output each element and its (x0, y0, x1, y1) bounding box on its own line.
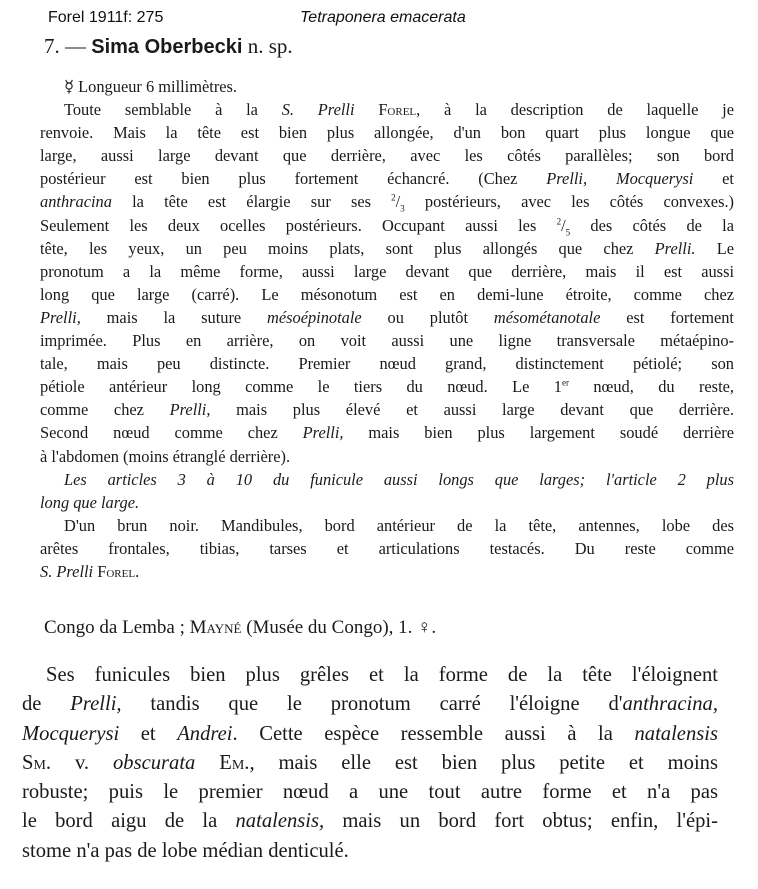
text-run: arêtes frontales, tibias, tarses et articulations testacés. Du reste comme (40, 538, 734, 558)
text-run: pronotum a la même forme, aussi large devant que derrière, mais il est aussi (40, 261, 734, 281)
italic-run: Les articles 3 à 10 du funicule aussi longs que larges; l'article 2 plus (64, 469, 734, 489)
text-run: robuste; puis le premier nœud a une tout autre forme et n'a pas (22, 781, 718, 804)
text-run: (Musée du Congo), 1. ♀. (241, 617, 437, 638)
text-line (40, 375, 734, 398)
italic-run: Prelli, (546, 169, 588, 189)
text-run: le bord aigu de la (22, 810, 236, 833)
text-line (22, 807, 718, 836)
italic-run: anthracina, (622, 693, 718, 716)
text-run: imprimée. Plus en arrière, on voit aussi une ligne transversale métaépino- (40, 331, 734, 351)
text-line (40, 491, 734, 514)
text-run: Second nœud comme chez (40, 423, 303, 443)
text-line (40, 468, 734, 491)
text-run: 5 (565, 226, 571, 237)
text-line (22, 720, 718, 749)
text-run: comme chez (40, 400, 170, 420)
text-line (40, 537, 734, 560)
text-run: / (561, 215, 566, 235)
species-name: Sima Oberbecki (91, 36, 243, 58)
text-line (40, 144, 734, 167)
text-run: . (135, 561, 140, 581)
italic-run: Prelli. (654, 238, 696, 258)
text-line (22, 749, 718, 778)
text-run: de (22, 693, 71, 716)
text-run: à l'abdomen (moins étranglé derrière). (40, 446, 291, 466)
text-line (22, 661, 718, 690)
text-run: et (119, 722, 178, 745)
citation-header: Forel 1911f: 275 (48, 9, 164, 26)
text-run: pétiole antérieur long comme le tiers du nœud. Le (40, 377, 554, 397)
text-run: 2 (556, 216, 562, 227)
text-line (40, 306, 734, 329)
text-run: ☿ Longueur 6 millimètres. (64, 77, 238, 96)
text-line (40, 121, 734, 144)
text-line (40, 283, 734, 306)
text-run: la tête est élargie sur ses (111, 192, 392, 212)
locality-line (44, 617, 436, 639)
text-run: , à la description de laquelle je (416, 100, 734, 120)
text-run: 2 (391, 193, 396, 203)
italic-run: Prelli, (40, 307, 81, 327)
text-line (40, 352, 734, 375)
text-run: , mais elle est bien plus petite et moins (249, 751, 718, 774)
text-run: tête, les yeux, un peu moins plats, sont plus allongés que chez (40, 238, 655, 258)
text-run: stome n'a pas de lobe médian denticulé. (22, 839, 349, 862)
author-name: Forel (378, 100, 417, 120)
author-name: Em. (219, 751, 250, 774)
text-run: mais bien plus largement soudé derrière (343, 423, 734, 443)
italic-run: mésométanotale (493, 307, 601, 327)
species-title (44, 34, 293, 59)
remarks-block (22, 661, 718, 866)
species-status: n. sp. (247, 34, 293, 58)
species-number: 7. (44, 34, 60, 58)
text-run: long que large (carré). Le mésonotum est en demi-lune étroite, comme chez (40, 284, 734, 304)
italic-run: Prelli, (302, 423, 344, 443)
text-line (40, 445, 734, 468)
text-run: 3 (400, 203, 405, 214)
text-run: Ses funicules bien plus grêles et la forme de la tête l'éloignent (46, 664, 718, 686)
italic-run: natalensis (634, 722, 718, 745)
text-line (40, 398, 734, 421)
text-run: ou plutôt (361, 307, 494, 327)
text-line (22, 837, 718, 866)
text-run: tale, mais peu distincte. Premier nœud grand, distinctement pétiolé; son (40, 354, 734, 374)
italic-run: long que large. (40, 492, 140, 512)
text-line (22, 778, 718, 807)
text-line (40, 421, 734, 444)
text-run: mais un bord fort obtus; enfin, l'épi- (324, 810, 718, 833)
description-block (40, 75, 734, 583)
text-run: Toute semblable à la (64, 100, 282, 120)
text-run (195, 752, 219, 774)
italic-run: Prelli, (70, 693, 122, 716)
author-name: Forel (97, 561, 136, 581)
text-run (355, 100, 379, 119)
text-line (40, 167, 734, 190)
text-run: nœud, du reste, (568, 377, 734, 397)
text-run: tandis que le pronotum carré l'éloigne d' (121, 693, 623, 716)
text-run: 1 (553, 377, 562, 397)
text-run: renvoie. Mais la tête est bien plus allongée, d'un bon quart plus longue que (40, 123, 734, 143)
italic-run: Mocquerysi (22, 722, 120, 745)
text-line (40, 329, 734, 352)
italic-run: Andrei (177, 722, 233, 745)
italic-run: natalensis, (235, 810, 325, 833)
text-run: Le (695, 238, 735, 258)
italic-run: anthracina (40, 192, 112, 212)
italic-run: S. Prelli (40, 561, 94, 581)
text-line (22, 690, 718, 719)
text-run: v. (51, 751, 113, 774)
species-header: Tetraponera emacerata (300, 9, 466, 26)
text-run (587, 169, 616, 188)
italic-run: mésoépinotale (267, 307, 362, 327)
text-run: postérieur est bien plus fortement échancré. (Chez (40, 169, 547, 189)
text-run: large, aussi large devant que derrière, avec les côtés parallèles; son bord (40, 146, 734, 166)
text-run: mais la suture (80, 307, 268, 327)
text-run: Seulement les deux ocelles postérieurs. Occupant aussi les (40, 215, 557, 235)
title-dash: — (65, 34, 86, 58)
text-line (40, 190, 734, 213)
text-run: . Cette espèce ressemble aussi à la (232, 722, 635, 745)
text-run: er (561, 377, 569, 388)
italic-run: Mocquerysi (615, 169, 694, 189)
text-line (40, 560, 734, 583)
text-run: / (395, 192, 401, 212)
text-line (40, 98, 734, 121)
author-name: Mayné (189, 617, 242, 638)
text-line (40, 75, 734, 98)
text-run: et (693, 169, 734, 189)
text-line (40, 214, 734, 237)
text-line (40, 260, 734, 283)
text-line (40, 237, 734, 260)
text-run: postérieurs, avec les côtés convexes.) (404, 192, 735, 212)
author-name: Sm. (22, 751, 52, 774)
italic-run: S. Prelli (281, 100, 355, 120)
text-line (40, 514, 734, 537)
italic-run: obscurata (112, 751, 196, 774)
text-run: est fortement (600, 307, 734, 327)
text-run: des côtés de la (570, 215, 734, 235)
text-run: mais plus élevé et aussi large devant que derrière. (210, 400, 734, 420)
text-run: D'un brun noir. Mandibules, bord antérieur de la tête, antennes, lobe des (64, 515, 734, 535)
text-run: Congo da Lemba ; (44, 617, 190, 638)
italic-run: Prelli, (169, 400, 211, 420)
